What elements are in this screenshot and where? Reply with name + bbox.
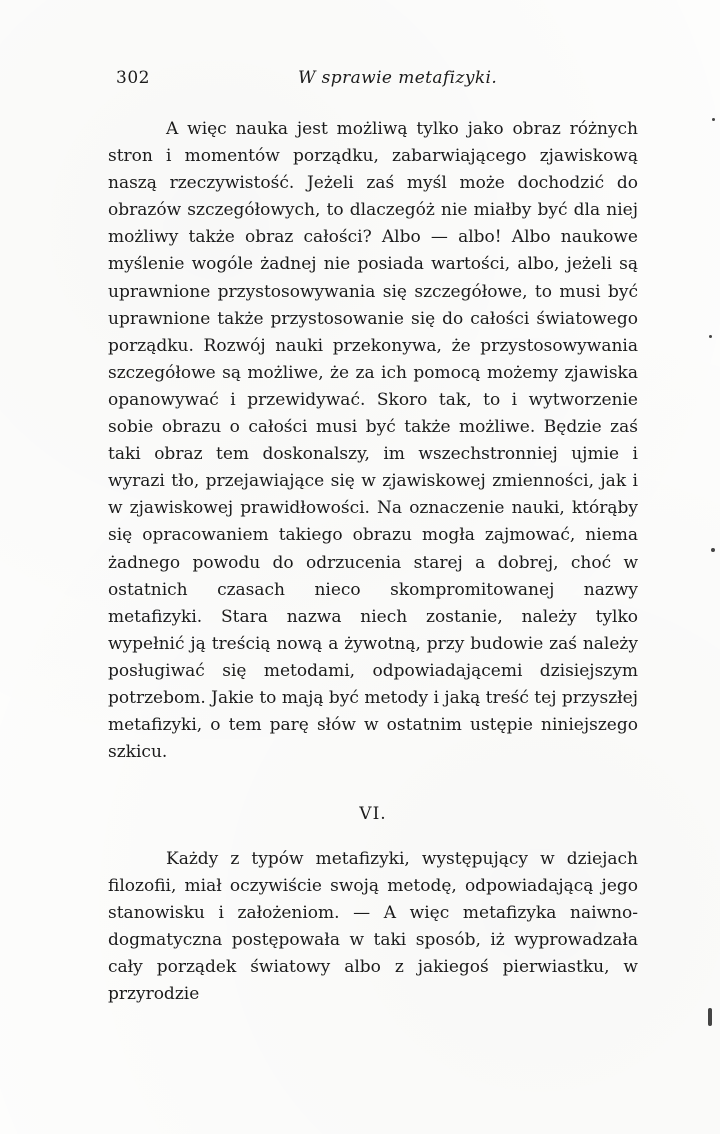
scan-speck <box>711 548 715 552</box>
paragraph-block-1 <box>108 116 638 766</box>
scan-speck <box>708 1008 712 1026</box>
scan-speck <box>712 118 715 121</box>
scan-speck <box>709 335 712 338</box>
paragraph-1: A więc nauka jest możliwą tylko jako obraz różnych stron i momentów porządku, zabarwiającego zjawiskową naszą rzeczywistość. Jeżeli zaś myśl może dochodzić do obrazów szczegółowych, to dlaczegóż nie miałby być dla niej możliwy także obraz całości? Albo — albo! Albo naukowe myślenie wogóle żadnej nie posiada wartości, albo, jeżeli są uprawnione przystosowywania się szczegółowe, to musi być uprawnione także przystosowanie się do całości światowego porządku. Rozwój nauki przekonywa, że przystosowywania szczegółowe są możliwe, że za ich pomocą możemy zjawiska opanowywać i przewidywać. Skoro tak, to i wytworzenie sobie obrazu o całości musi być także możliwe. Będzie zaś taki obraz tem doskonalszy, im wszechstronniej ujmie i wyrazi tło, przejawiające się w zjawiskowej zmienności, jak i w zjawiskowej prawidłowości. Na oznaczenie nauki, którąby się opracowaniem takiego obrazu mogła zajmować, niema żadnego powodu do odrzucenia starej a dobrej, choć w ostatnich czasach nieco skompromitowanej nazwy metafizyki. Stara nazwa niech zostanie, należy tylko wypełnić ją treścią nową a żywotną, przy budowie zaś należy posługiwać się metodami, odpowiadającemi dzisiejszym potrzebom. Jakie to mają być metody i jaką treść tej przyszłej metafizyki, o tem parę słów w ostatnim ustępie niniejszego szkicu. <box>108 119 638 763</box>
section-heading: VI. <box>359 804 387 824</box>
page-number: 302 <box>116 68 150 88</box>
running-title: W sprawie metafizyki. <box>298 68 498 88</box>
paragraph-2: Każdy z typów metafizyki, występujący w dziejach filozofii, miał oczywiście swoją metodę, odpowiadającą jego stanowisku i założeniom. — A więc metafizyka naiwno-dogmatyczna postępowała w taki sposób, iż wyprowadzała cały porządek światowy albo z jakiegoś pierwiastku, w przyrodzie <box>108 849 638 1005</box>
paragraph-block-2 <box>108 846 638 1009</box>
page-header <box>108 68 638 92</box>
